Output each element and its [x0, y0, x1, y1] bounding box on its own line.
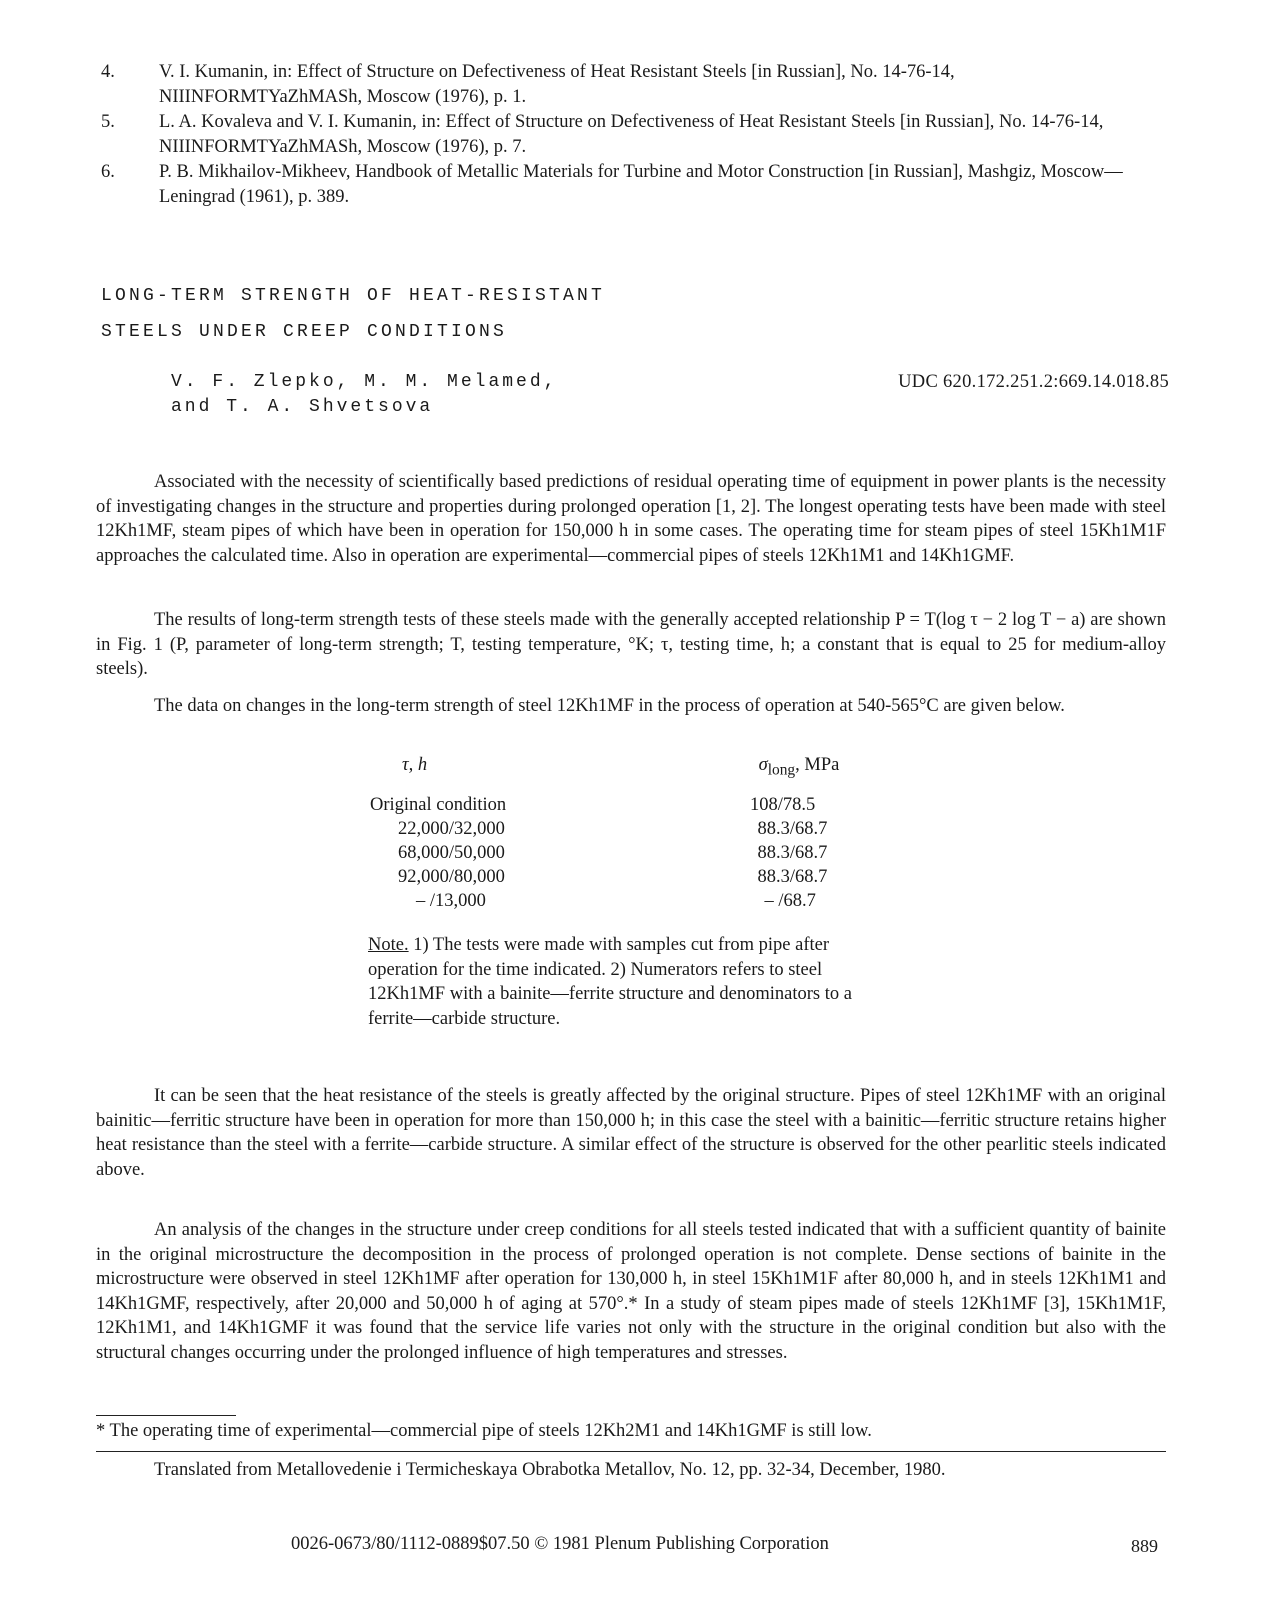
reference-item: [101, 110, 1161, 159]
authors-line-2: and T. A. Shvetsova: [171, 397, 434, 417]
body-paragraph-1: [96, 470, 1166, 568]
footnote-divider: [96, 1415, 236, 1416]
sigma-subscript: long: [767, 761, 796, 779]
paragraph-text: It can be seen that the heat resistance of the steels is greatly affected by the original structure. Pipes of steel 12Kh1MF with an original bainitic—ferritic structure have been in operation for more than 150,000 h; in this case the steel with a bainitic—ferritic structure retains higher heat resistance than the steel with a ferrite—carbide structure. A similar effect of the structure is observed for the other pearlitic steels indicated above.: [96, 1086, 1166, 1180]
reference-list: [101, 60, 1161, 210]
table-cell-time: 68,000/50,000: [398, 842, 505, 863]
table-row: [370, 817, 890, 841]
table-header-strength: [759, 753, 890, 783]
copyright-line: 0026-0673/80/1112-0889$07.50 © 1981 Plenum Publishing Corporation: [291, 1534, 829, 1554]
reference-number: 4.: [101, 62, 115, 82]
reference-number: 5.: [101, 112, 115, 132]
reference-item: [101, 60, 1161, 109]
paragraph-text: The data on changes in the long-term strength of steel 12Kh1MF in the process of operation at 540-565°C are given below.: [154, 696, 1065, 716]
reference-number: 6.: [101, 162, 115, 182]
table-header-time: τ, h: [402, 755, 428, 775]
strength-data-table: [370, 753, 890, 913]
table-row: [370, 865, 890, 889]
paragraph-text: The results of long-term strength tests of these steels made with the generally accepted relationship P = T(log τ − 2 log T − a) are shown in Fig. 1 (P, parameter of long-term strength; T, testing temperature, °K; τ, testing time, h; a constant that is equal to 25 for medium-alloy steels).: [96, 610, 1166, 679]
footer-divider: [96, 1451, 1166, 1452]
body-paragraph-4: [96, 1084, 1166, 1182]
table-row: [370, 793, 890, 817]
table-cell-time: 92,000/80,000: [398, 866, 505, 887]
table-cell-strength: 88.3/68.7: [757, 818, 828, 839]
note-label: Note.: [368, 935, 409, 955]
table-row: [370, 841, 890, 865]
table-cell-time: – /13,000: [416, 890, 486, 911]
reference-text: L. A. Kovaleva and V. I. Kumanin, in: Effect of Structure on Defectiveness of Heat Resistant Steels [in Russian], No. 14-76-14, NIIINFORMTYaZhMASh, Moscow (1976), p. 7.: [159, 112, 1104, 157]
body-paragraph-3: [96, 694, 1166, 719]
table-cell-time: 22,000/32,000: [398, 818, 505, 839]
authors-line-1: V. F. Zlepko, M. M. Melamed,: [171, 372, 558, 392]
reference-text: V. I. Kumanin, in: Effect of Structure on Defectiveness of Heat Resistant Steels [in Russian], No. 14-76-14, NIIINFORMTYaZhMASh, Moscow (1976), p. 1.: [159, 62, 955, 107]
table-row: [370, 889, 890, 913]
reference-item: [101, 160, 1161, 209]
table-cell-time: Original condition: [370, 794, 507, 815]
translation-note: [96, 1458, 1166, 1483]
paragraph-text: Associated with the necessity of scientifically based predictions of residual operating time of equipment in power plants is the necessity of investigating changes in the structure and properties during prolonged operation [1, 2]. The longest operating tests have been made with steel 12Kh1MF, steam pipes of which have been in operation for 150,000 h in some cases. The operating time for steam pipes of steel 15Kh1M1F approaches the calculated time. Also in operation are experimental—commercial pipes of steels 12Kh1M1 and 14Kh1GMF.: [96, 472, 1166, 566]
table-cell-strength: 108/78.5: [750, 794, 816, 815]
table-cell-strength: 88.3/68.7: [757, 842, 828, 863]
article-title-line-1: LONG-TERM STRENGTH OF HEAT-RESISTANT: [101, 286, 606, 306]
footnote: * The operating time of experimental—commercial pipe of steels 12Kh2M1 and 14Kh1GMF is still low.: [96, 1421, 872, 1441]
table-cell-strength: – /68.7: [764, 890, 816, 911]
page-number: 889: [1131, 1536, 1158, 1556]
reference-text: P. B. Mikhailov-Mikheev, Handbook of Metallic Materials for Turbine and Motor Construction [in Russian], Mashgiz, Moscow—Leningrad (1961), p. 389.: [159, 162, 1123, 207]
note-text: 1) The tests were made with samples cut from pipe after operation for the time indicated. 2) Numerators refers to steel 12Kh1MF with a bainite—ferrite structure and denominators to a ferrite—carbide structure.: [368, 935, 852, 1029]
udc-code: UDC 620.172.251.2:669.14.018.85: [898, 372, 1169, 392]
table-header-row: [370, 753, 890, 783]
translation-text: Translated from Metallovedenie i Termicheskaya Obrabotka Metallov, No. 12, pp. 32-34, December, 1980.: [154, 1460, 946, 1480]
table-note: [368, 933, 898, 1031]
body-paragraph-5: [96, 1218, 1166, 1365]
sigma-symbol: σ: [758, 755, 768, 775]
table-cell-strength: 88.3/68.7: [757, 866, 828, 887]
body-paragraph-2: [96, 608, 1166, 682]
strength-unit: , MPa: [795, 755, 840, 775]
paragraph-text: An analysis of the changes in the structure under creep conditions for all steels tested indicated that with a sufficient quantity of bainite in the original microstructure the decomposition in the process of prolonged operation is not complete. Dense sections of bainite in the microstructure were observed in steel 12Kh1MF after operation for 130,000 h, in steel 15Kh1M1F after 80,000 h, and in steels 12Kh1M1 and 14Kh1GMF, respectively, after 20,000 and 50,000 h of aging at 570°.* In a study of steam pipes made of steels 12Kh1MF [3], 15Kh1M1F, 12Kh1M1, and 14Kh1GMF it was found that the service life varies not only with the structure in the original condition but also with the structural changes occurring under the prolonged influence of high temperatures and stresses.: [96, 1220, 1166, 1363]
article-title-line-2: STEELS UNDER CREEP CONDITIONS: [101, 322, 508, 342]
article-authors: [171, 370, 557, 420]
